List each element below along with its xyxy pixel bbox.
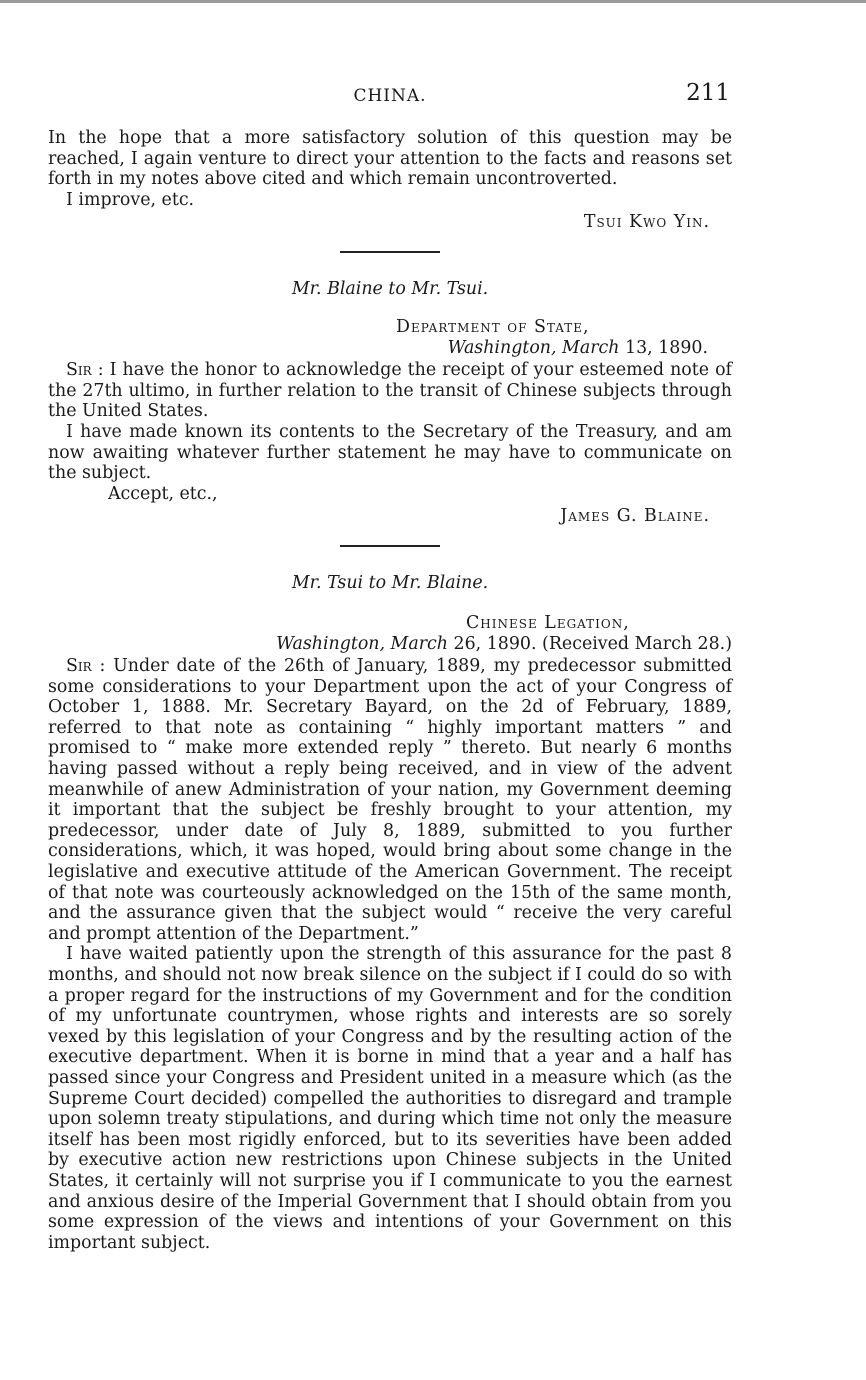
running-head: CHINA. [353,86,427,106]
letter3-address-office: Chinese Legation, [466,612,630,633]
section-divider-2 [340,545,440,547]
letter2-address-place: Washington, March [447,337,620,358]
letter2-para1 [48,360,732,422]
scan-top-edge [0,0,866,3]
letter-blaine-to-tsui [48,279,732,527]
letter1-signature: Tsui Kwo Yin. [583,212,710,233]
letter3-address-date [48,634,732,655]
letter3-para1-text: Under date of the 26th of January, 1889, my predecessor submitted some considerations to your Department upon the act of your Congress of October 1, 1888. Mr. Secretary Bayard, on the 2d of February, 1889, referred to that note as containing “ highly important matters ” and promised to “ make more extended reply ” thereto. But nearly 6 months having passed without a reply being received, and in view of the advent meanwhile of anew Administration of your nation, my Government deeming it important that the subject be freshly brought to your attention, my predecessor, under date of July 8, 1889, submitted to you further considerations, which, it was hoped, would bring about some change in the legislative and executive attitude of the American Government. The receipt of that note was courteously acknowledged on the 15th of the same month, and the assurance given that the subject would “ receive the very careful and prompt attention of the Department.” [48,656,732,944]
letter2-date: 13, 1890. [625,337,708,358]
letter-tsui-to-blaine [48,573,732,1253]
letter2-heading: Mr. Blaine to Mr. Tsui. [291,278,489,299]
page-header [48,80,732,114]
letter3-received: (Received March 28.) [542,633,732,654]
letter2-address-office: Department of State, [396,316,590,337]
letter3-date: 26, 1890. [453,633,537,654]
letter3-para2: I have waited patiently upon the strength of this assurance for the past 8 months, and should not now break silence on the subject if I could do so with a proper regard for the instructions of my Government and for the condition of my unfortunate countrymen, whose rights and interests are so sorely vexed by this legislation of your Congress and by the resulting action of the executive department. When it is borne in mind that a year and a half has passed since your Congress and President united in a measure which (as the Supreme Court decided) compelled the authorities to disregard and trample upon solemn treaty stipulations, and during which time not only the measure itself has been most rigidly enforced, but to its severities have been added by executive action new restrictions upon Chinese subjects in the United States, it certainly will not surprise you if I communicate to you the earnest and anxious desire of the Imperial Government that I should obtain from you some expression of the views and intentions of your Government on this important subject. [48,944,732,1253]
letter2-closing: Accept, etc., [108,483,218,504]
page-number: 211 [686,80,730,106]
letter2-para1-text: I have the honor to acknowledge the receipt of your esteemed note of the 27th ultimo, in further relation to the transit of Chinese subjects through the United States. [48,360,732,422]
letter-tsui-closing-section [48,128,732,233]
letter1-body: In the hope that a more satisfactory solution of this question may be reached, I again venture to direct your attention to the facts and reasons set forth in my notes above cited and which remain uncontroverted. [48,128,732,190]
letter2-address-date [48,338,732,359]
letter2-para2: I have made known its contents to the Secretary of the Treasury, and am now awaiting whatever further statement he may have to communicate on the subject. [48,421,732,484]
document-page [48,80,732,1253]
letter1-closing: I improve, etc. [66,189,195,210]
section-divider-1 [340,251,440,253]
letter3-heading: Mr. Tsui to Mr. Blaine. [291,572,489,593]
letter2-signature: James G. Blaine. [560,506,710,527]
letter3-salutation: Sir : [66,656,106,677]
letter3-address-place: Washington, March [276,633,448,654]
letter3-para1 [48,656,732,944]
letter2-salutation: Sir : [66,360,104,381]
